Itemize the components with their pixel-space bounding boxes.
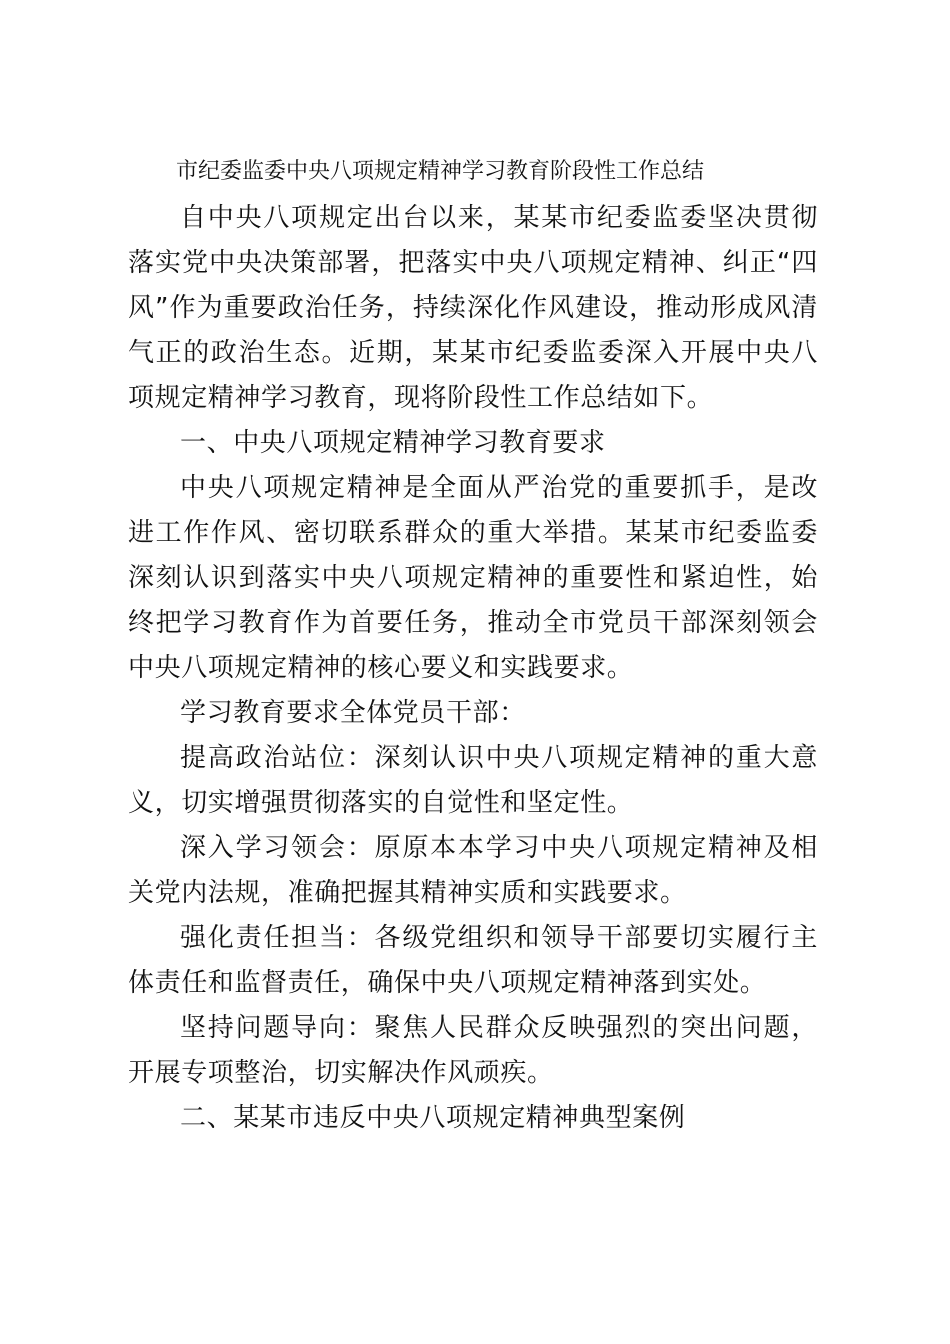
requirements-lead: 学习教育要求全体党员干部：	[180, 698, 526, 728]
requirement-item-2: 深入学习领会：原原本本学习中央八项规定精神及相关党内法规，准确把握其精神实质和实践要求。	[128, 833, 818, 908]
document-body	[128, 196, 818, 1141]
intro-paragraph: 自中央八项规定出台以来，某某市纪委监委坚决贯彻落实党中央决策部署，把落实中央八项规定精神、纠正“四风”作为重要政治任务，持续深化作风建设，推动形成风清气正的政治生态。近期，某某市纪委监委深入开展中央八项规定精神学习教育，现将阶段性工作总结如下。	[128, 203, 818, 413]
section-heading-2: 二、某某市违反中央八项规定精神典型案例	[180, 1103, 686, 1133]
requirement-item-1: 提高政治站位：深刻认识中央八项规定精神的重大意义，切实增强贯彻落实的自觉性和坚定性。	[128, 743, 818, 818]
requirement-item-3: 强化责任担当：各级党组织和领导干部要切实履行主体责任和监督责任，确保中央八项规定精神落到实处。	[128, 923, 818, 998]
section-heading-1: 一、中央八项规定精神学习教育要求	[180, 428, 606, 458]
document-title: 市纪委监委中央八项规定精神学习教育阶段性工作总结	[176, 159, 705, 184]
requirement-item-4: 坚持问题导向：聚焦人民群众反映强烈的突出问题，开展专项整治，切实解决作风顽疾。	[128, 1013, 818, 1088]
section-1-paragraph: 中央八项规定精神是全面从严治党的重要抓手，是改进工作作风、密切联系群众的重大举措。某某市纪委监委深刻认识到落实中央八项规定精神的重要性和紧迫性，始终把学习教育作为首要任务，推动全市党员干部深刻领会中央八项规定精神的核心要义和实践要求。	[128, 473, 818, 683]
